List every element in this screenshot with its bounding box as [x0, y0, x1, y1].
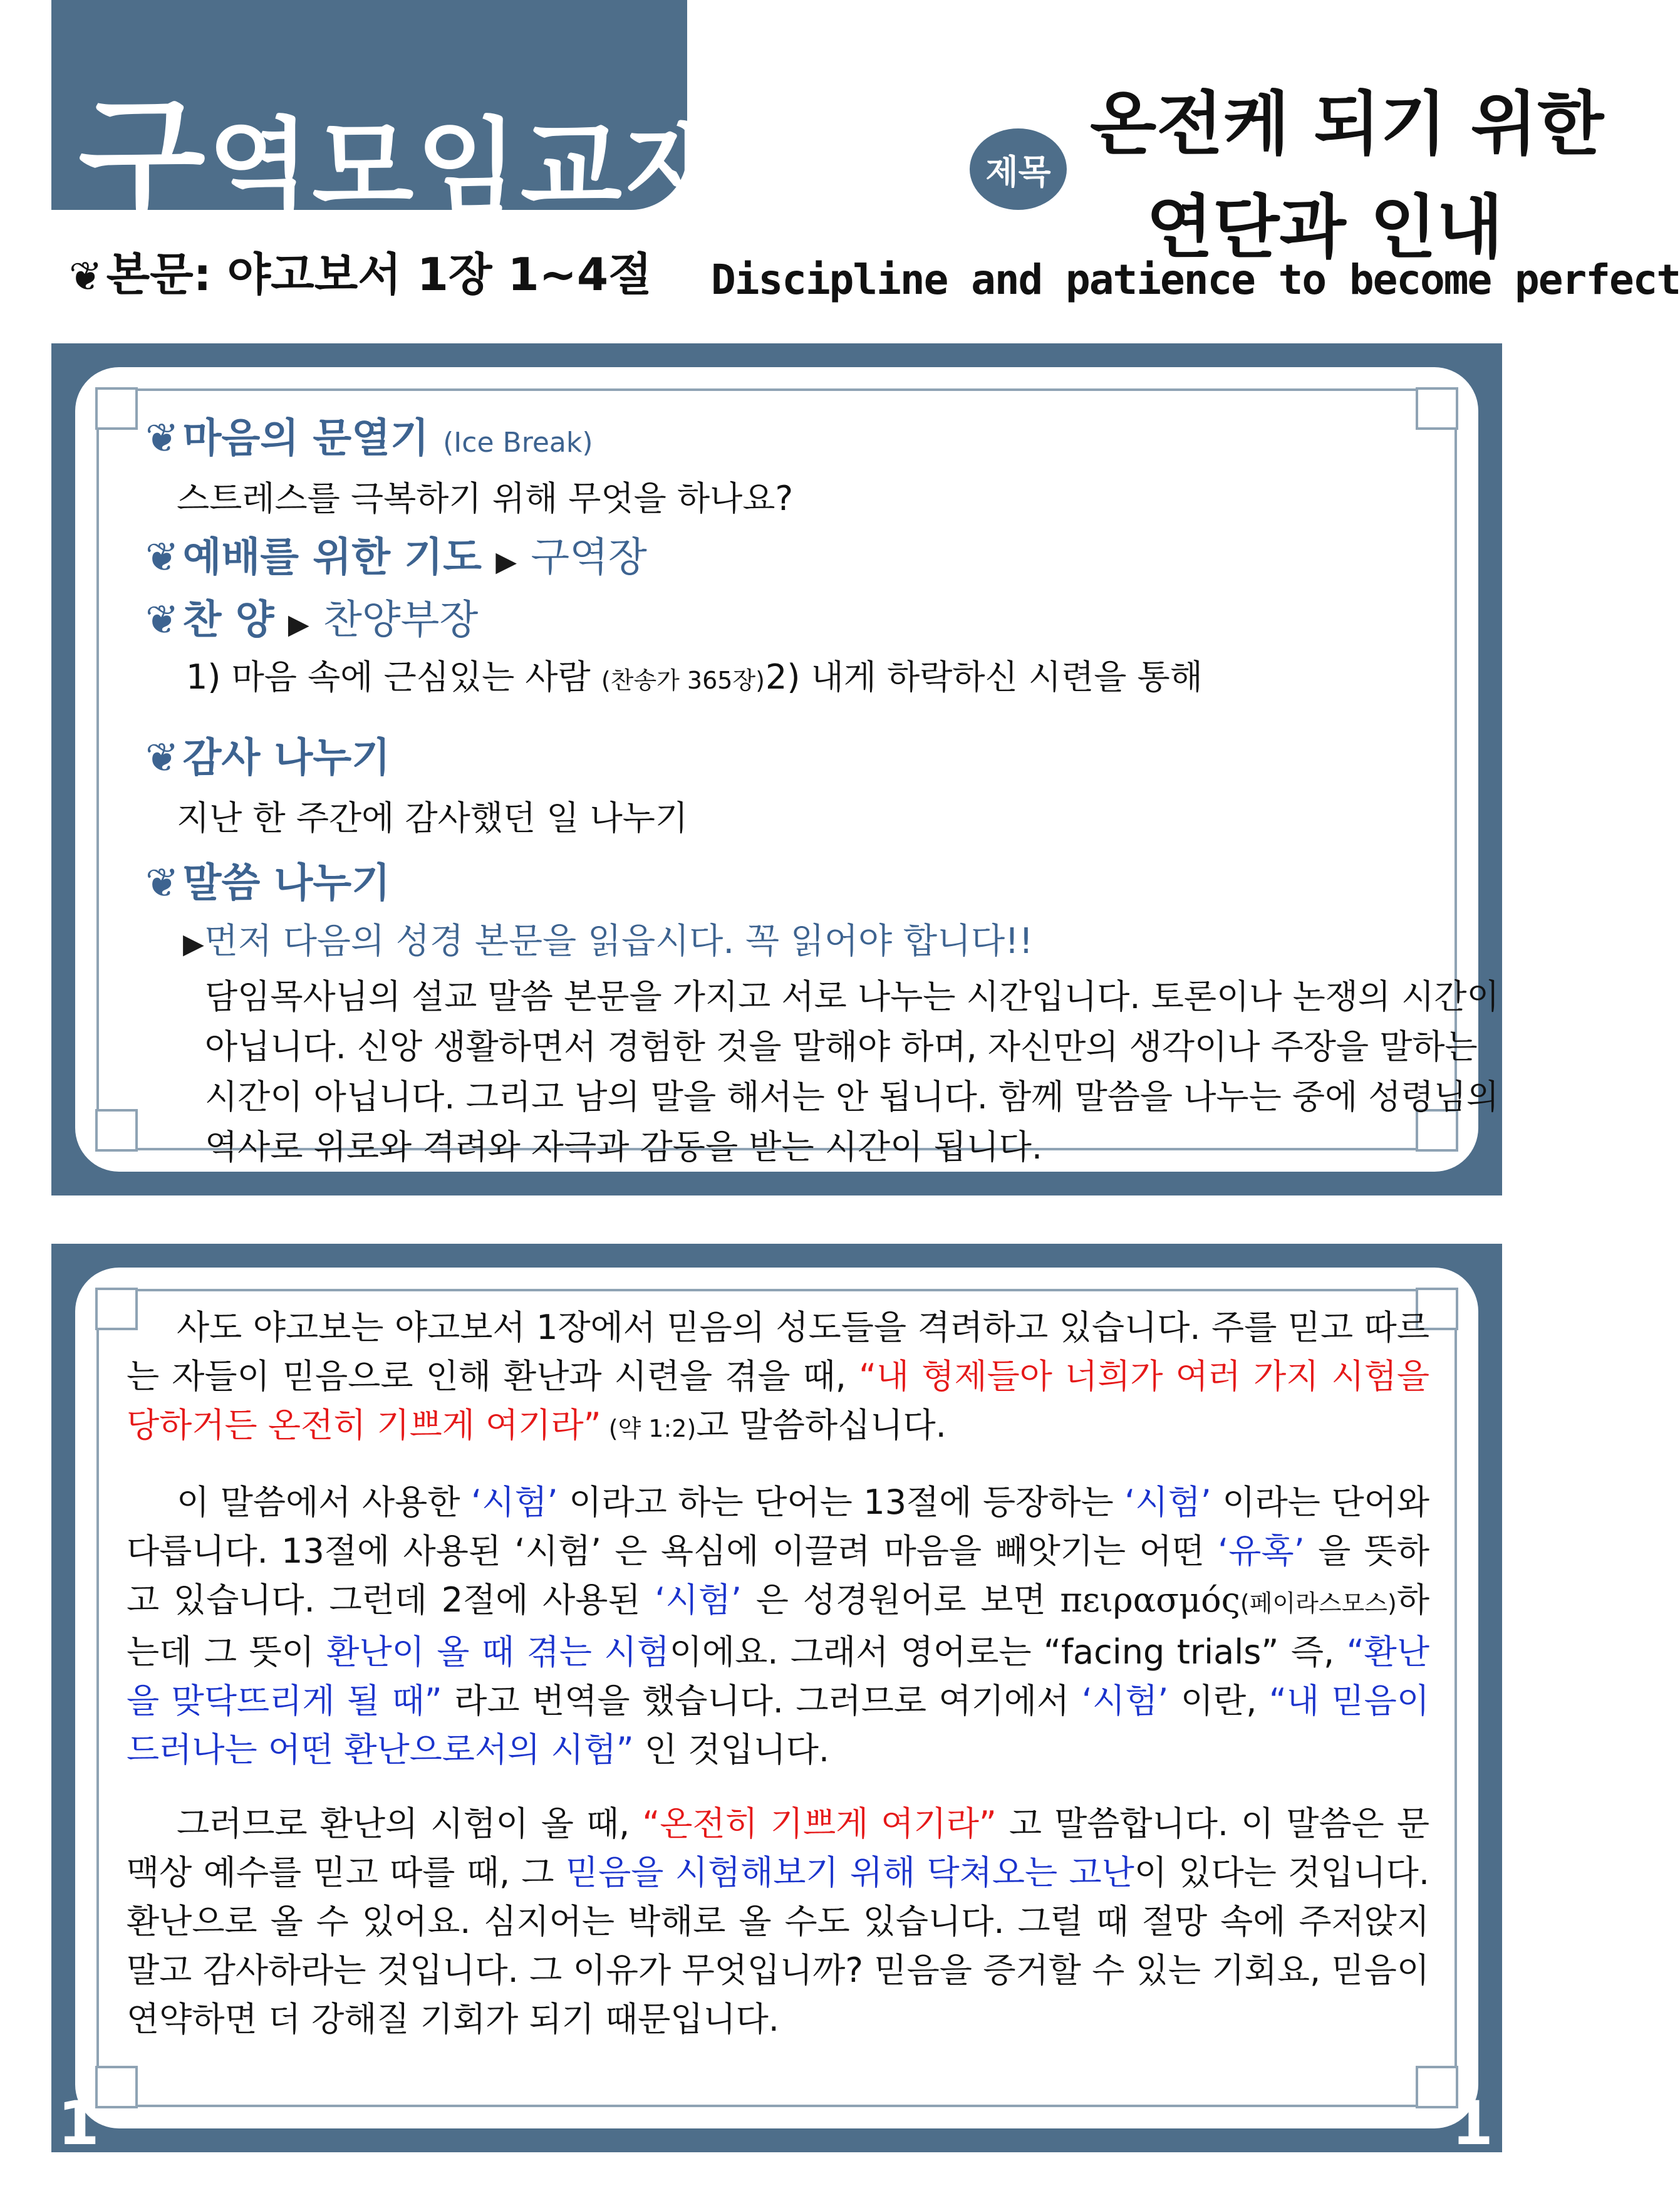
icebreak-heading: ❦마음의 문열기 (Ice Break)	[145, 415, 593, 462]
leaf-icon: ❦	[145, 860, 179, 907]
arrow-icon: ▶	[288, 608, 309, 640]
leaf-icon: ❦	[69, 254, 103, 300]
thanks-text: 지난 한 주간에 감사했던 일 나누기	[177, 798, 688, 838]
icebreak-question: 스트레스를 극복하기 위해 무엇을 하나요?	[177, 479, 794, 518]
guide-panel	[51, 343, 1502, 1195]
topic-title-line1: 온전케 되기 위한	[1090, 84, 1604, 164]
page-number-left: 1	[58, 2088, 100, 2159]
prayer-heading: ❦예배를 위한 기도 ▶ 구역장	[145, 534, 647, 581]
sermon-panel	[51, 1244, 1502, 2159]
topic-title-line2: 연단과 인내	[1146, 187, 1503, 268]
paragraph-3: 그러므로 환난의 시험이 올 때, “온전히 기쁘게 여기라” 고 말씀합니다. 이 말씀은 문맥상 예수를 믿고 따를 때, 그 믿음을 시험해보기 위해 닥쳐오는 고난이 있다는 것입니다. 환난으로 올 수 있어요. 심지어는 박해로 올 수도 있습니다. 그럴 때 절망 속에 주저앉지 말고 감사하라는 것입니다. 그 이유가 무엇입니까? 믿음을 증거할 수 있는 기회요, 믿음이 연약하면 더 강해질 기회가 되기 때문입니다.	[127, 1804, 1429, 2039]
word-line-1: 담임목사님의 설교 말씀 본문을 가지고 서로 나누는 시간입니다. 토론이나 논쟁의 시간이	[205, 977, 1500, 1016]
page-title: 구역모임교재	[78, 82, 729, 236]
topic-english: Discipline and patience to become perfect	[711, 256, 1680, 304]
paragraph-2: 이 말씀에서 사용한 ‘시험’ 이라고 하는 단어는 13절에 등장하는 ‘시험’ 이라는 단어와 다릅니다. 13절에 사용된 ‘시험’ 은 욕심에 이끌려 마음을 빼앗기는 어떤 ‘유혹’ 을 뜻하고 있습니다. 그런데 2절에 사용된 ‘시험’ 은 성경원어로 보면 πειρασμός(페이라스모스)하는데 그 뜻이 환난이 올 때 겪는 시험이에요. 그래서 영어로는 “facing trials” 즉, “환난을 맞닥뜨리게 될 때” 라고 번역을 했습니다. 그러므로 여기에서 ‘시험’ 이란, “내 믿음이 드러나는 어떤 환난으로서의 시험” 인 것입니다.	[127, 1482, 1429, 1769]
hymn-heading: ❦찬 양 ▶ 찬양부장	[145, 597, 479, 643]
word-heading: ❦말씀 나누기	[145, 860, 391, 907]
sermon-body	[127, 1303, 1429, 2069]
scripture-reference: ❦본문: 야고보서 1장 1~4절	[69, 248, 652, 301]
thanks-heading: ❦감사 나누기	[145, 735, 391, 781]
page-number-right: 1	[1451, 2088, 1493, 2159]
leaf-icon: ❦	[145, 735, 179, 781]
hymn-1: 1) 마음 속에 근심있는 사람 (찬송가 365장)	[186, 657, 765, 697]
word-line-4: 역사로 위로와 격려와 자극과 감동을 받는 시간이 됩니다.	[205, 1127, 1043, 1167]
word-instruction: ▶먼저 다음의 성경 본문을 읽읍시다. 꼭 읽어야 합니다!!	[183, 921, 1034, 962]
topic-badge: 제목	[970, 128, 1067, 210]
leaf-icon: ❦	[145, 597, 179, 643]
word-line-2: 아닙니다. 신앙 생활하면서 경험한 것을 말해야 하며, 자신만의 생각이나 주장을 말하는	[205, 1027, 1478, 1066]
leaf-icon: ❦	[145, 534, 179, 581]
hymn-2: 2) 내게 하락하신 시련을 통해	[765, 657, 1203, 697]
arrow-icon: ▶	[495, 546, 517, 578]
word-line-3: 시간이 아닙니다. 그리고 남의 말을 해서는 안 됩니다. 함께 말씀을 나누는 중에 성령님의	[205, 1077, 1500, 1117]
arrow-icon: ▶	[183, 928, 204, 960]
leaf-icon: ❦	[145, 415, 179, 462]
paragraph-1: 사도 야고보는 야고보서 1장에서 믿음의 성도들을 격려하고 있습니다. 주를 믿고 따르는 자들이 믿음으로 인해 환난과 시련을 겪을 때, “내 형제들아 너희가 여러 가지 시험을 당하거든 온전히 기쁘게 여기라” (약 1:2)고 말씀하십니다.	[127, 1308, 1429, 1445]
